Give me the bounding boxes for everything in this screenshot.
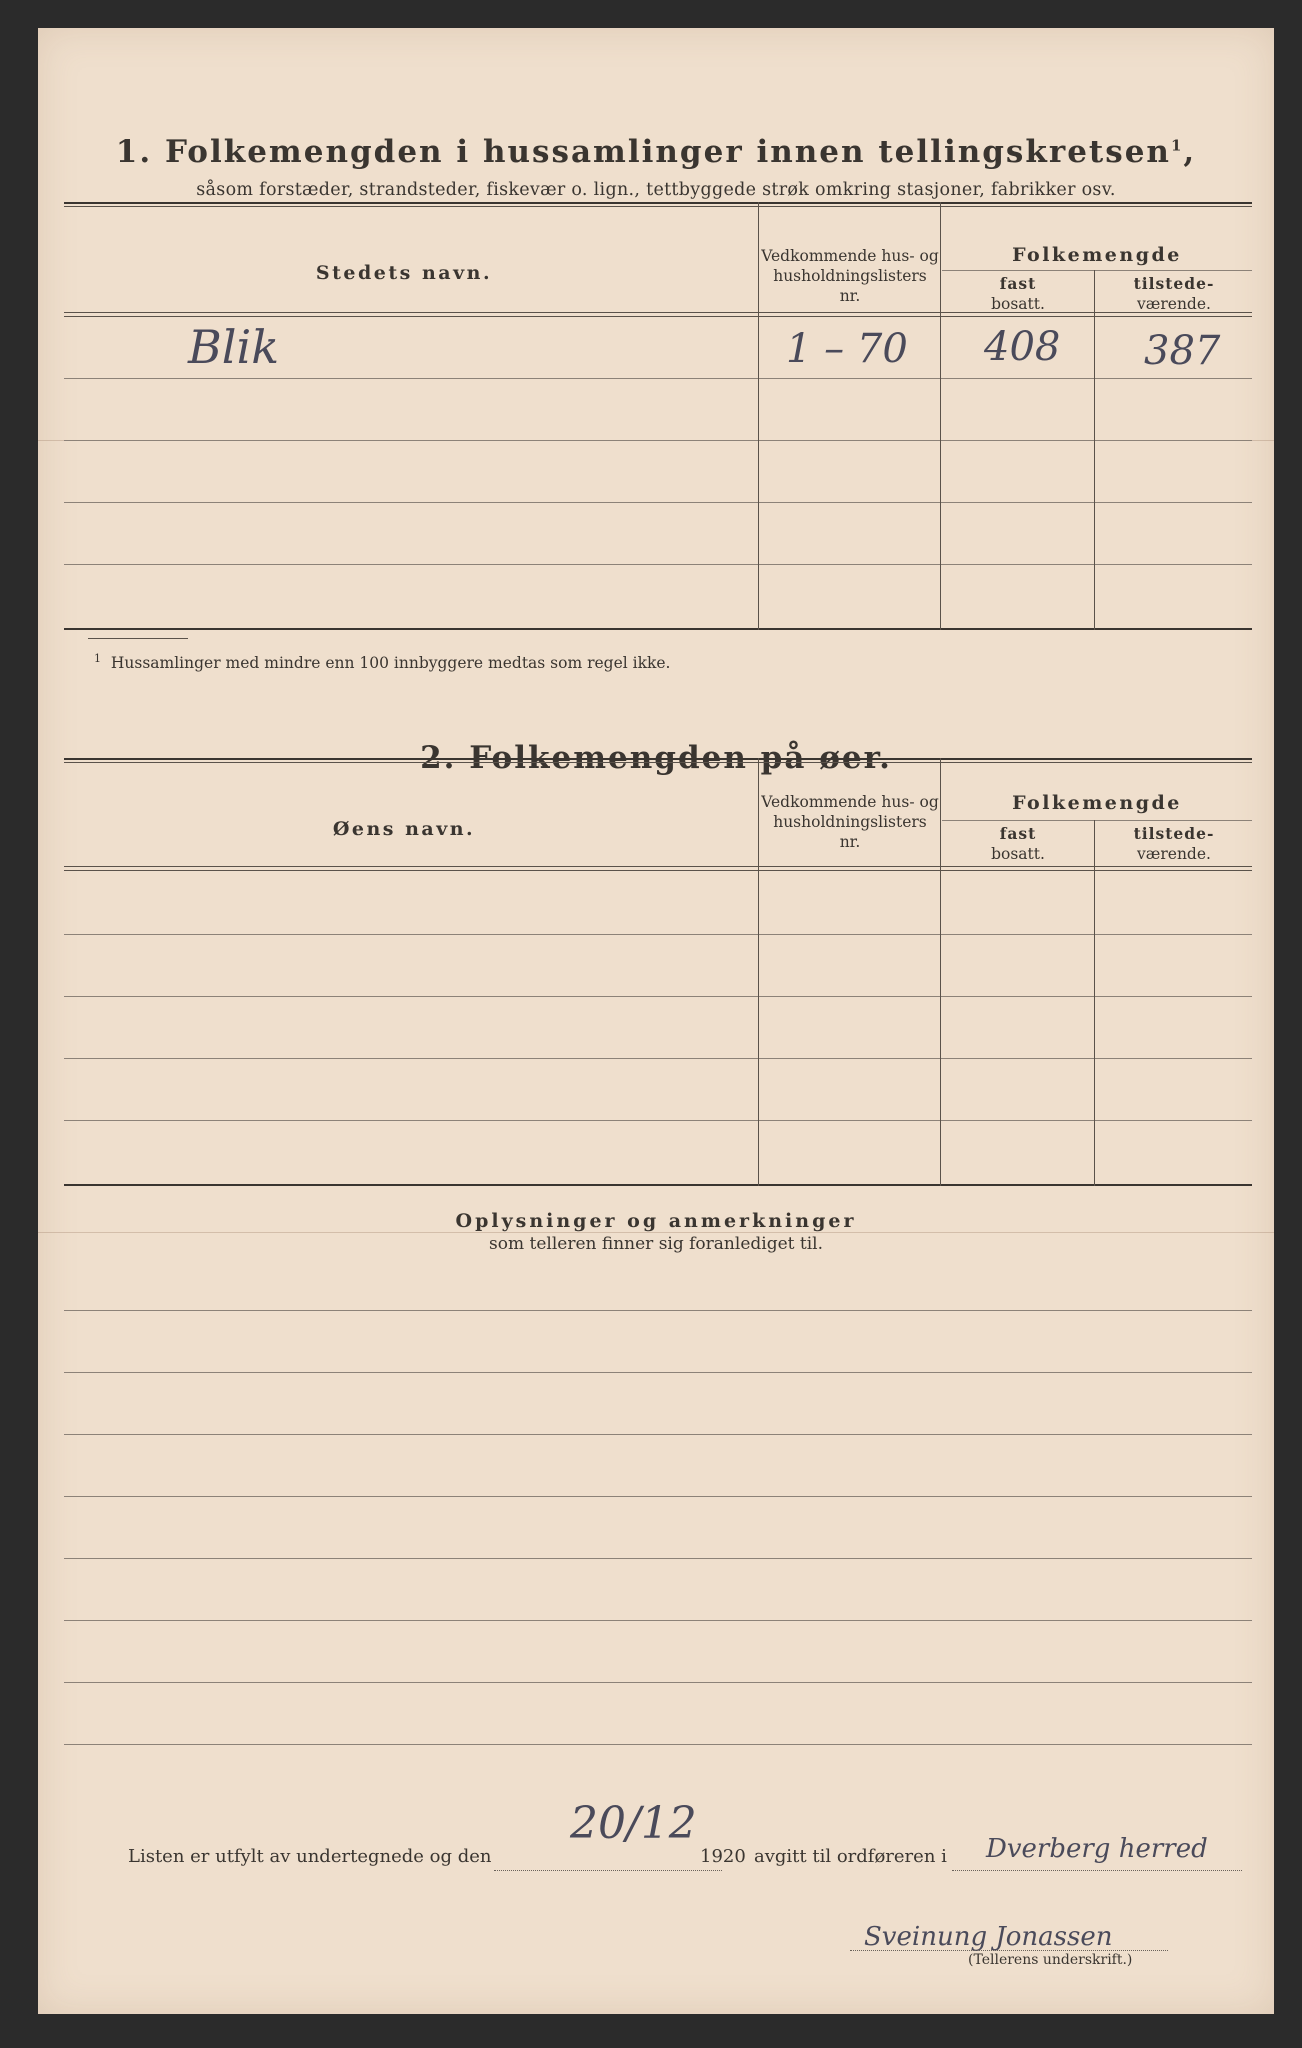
col-header-place-name: Stedets navn. — [315, 262, 493, 284]
section2-title: 2. Folkemengden på øer. — [420, 740, 892, 776]
notes-subtitle: som telleren finner sig foranlediget til. — [489, 1234, 823, 1254]
handwritten-municipality: Dverberg herred — [986, 1834, 1208, 1864]
col-header-present: tilstede- værende. — [1133, 824, 1215, 863]
handwritten-resident-count: 408 — [984, 324, 1061, 370]
fold-line — [38, 1232, 1274, 1233]
col-header-present: tilstede- værende. — [1133, 274, 1215, 313]
signoff-text-b: avgitt til ordføreren i — [754, 1846, 947, 1867]
notes-line — [64, 1620, 1252, 1621]
handwritten-present-count: 387 — [1144, 328, 1221, 374]
handwritten-place-name: Blik — [188, 320, 280, 374]
section2-table — [64, 758, 1252, 1188]
municipality-line — [952, 1870, 1242, 1871]
col-header-island-name: Øens navn. — [332, 818, 476, 840]
date-line — [494, 1870, 722, 1871]
col-header-list-numbers: Vedkommende hus- og husholdningslisters nr. — [761, 793, 939, 851]
handwritten-signature: Sveinung Jonassen — [864, 1922, 1113, 1952]
signoff-year: 1920 — [700, 1846, 746, 1867]
notes-line — [64, 1496, 1252, 1497]
footnote: $^1$ Hussamlinger med mindre enn 100 innbyggere medtas som regel ikke. — [94, 652, 671, 672]
col-header-population: Folkemengde — [1012, 792, 1182, 814]
signature-line — [850, 1950, 1168, 1951]
section1-table — [64, 202, 1252, 632]
col-header-resident: fast bosatt. — [991, 274, 1045, 313]
signoff-text-a: Listen er utfylt av undertegnede og den — [128, 1846, 492, 1867]
notes-line — [64, 1372, 1252, 1373]
handwritten-date: 20/12 — [570, 1798, 697, 1849]
notes-line — [64, 1310, 1252, 1311]
section1-title: 1. Folkemengden i hussamlinger innen tellingskretsen$^1$, — [115, 134, 1197, 170]
col-header-resident: fast bosatt. — [991, 824, 1045, 863]
notes-line — [64, 1744, 1252, 1745]
col-header-list-numbers: Vedkommende hus- og husholdningslisters nr. — [761, 247, 939, 305]
notes-line — [64, 1558, 1252, 1559]
notes-title: Oplysninger og anmerkninger — [455, 1210, 857, 1232]
handwritten-list-range: 1 – 70 — [786, 326, 908, 372]
notes-line — [64, 1682, 1252, 1683]
col-header-population: Folkemengde — [1012, 244, 1182, 266]
census-form-page — [38, 28, 1274, 2014]
notes-line — [64, 1434, 1252, 1435]
signature-caption: (Tellerens underskrift.) — [968, 1952, 1133, 1968]
section1-subtitle: såsom forstæder, strandsteder, fiskevær o. lign., tettbyggede strøk omkring stasjoner, fabrikker osv. — [196, 180, 1116, 200]
